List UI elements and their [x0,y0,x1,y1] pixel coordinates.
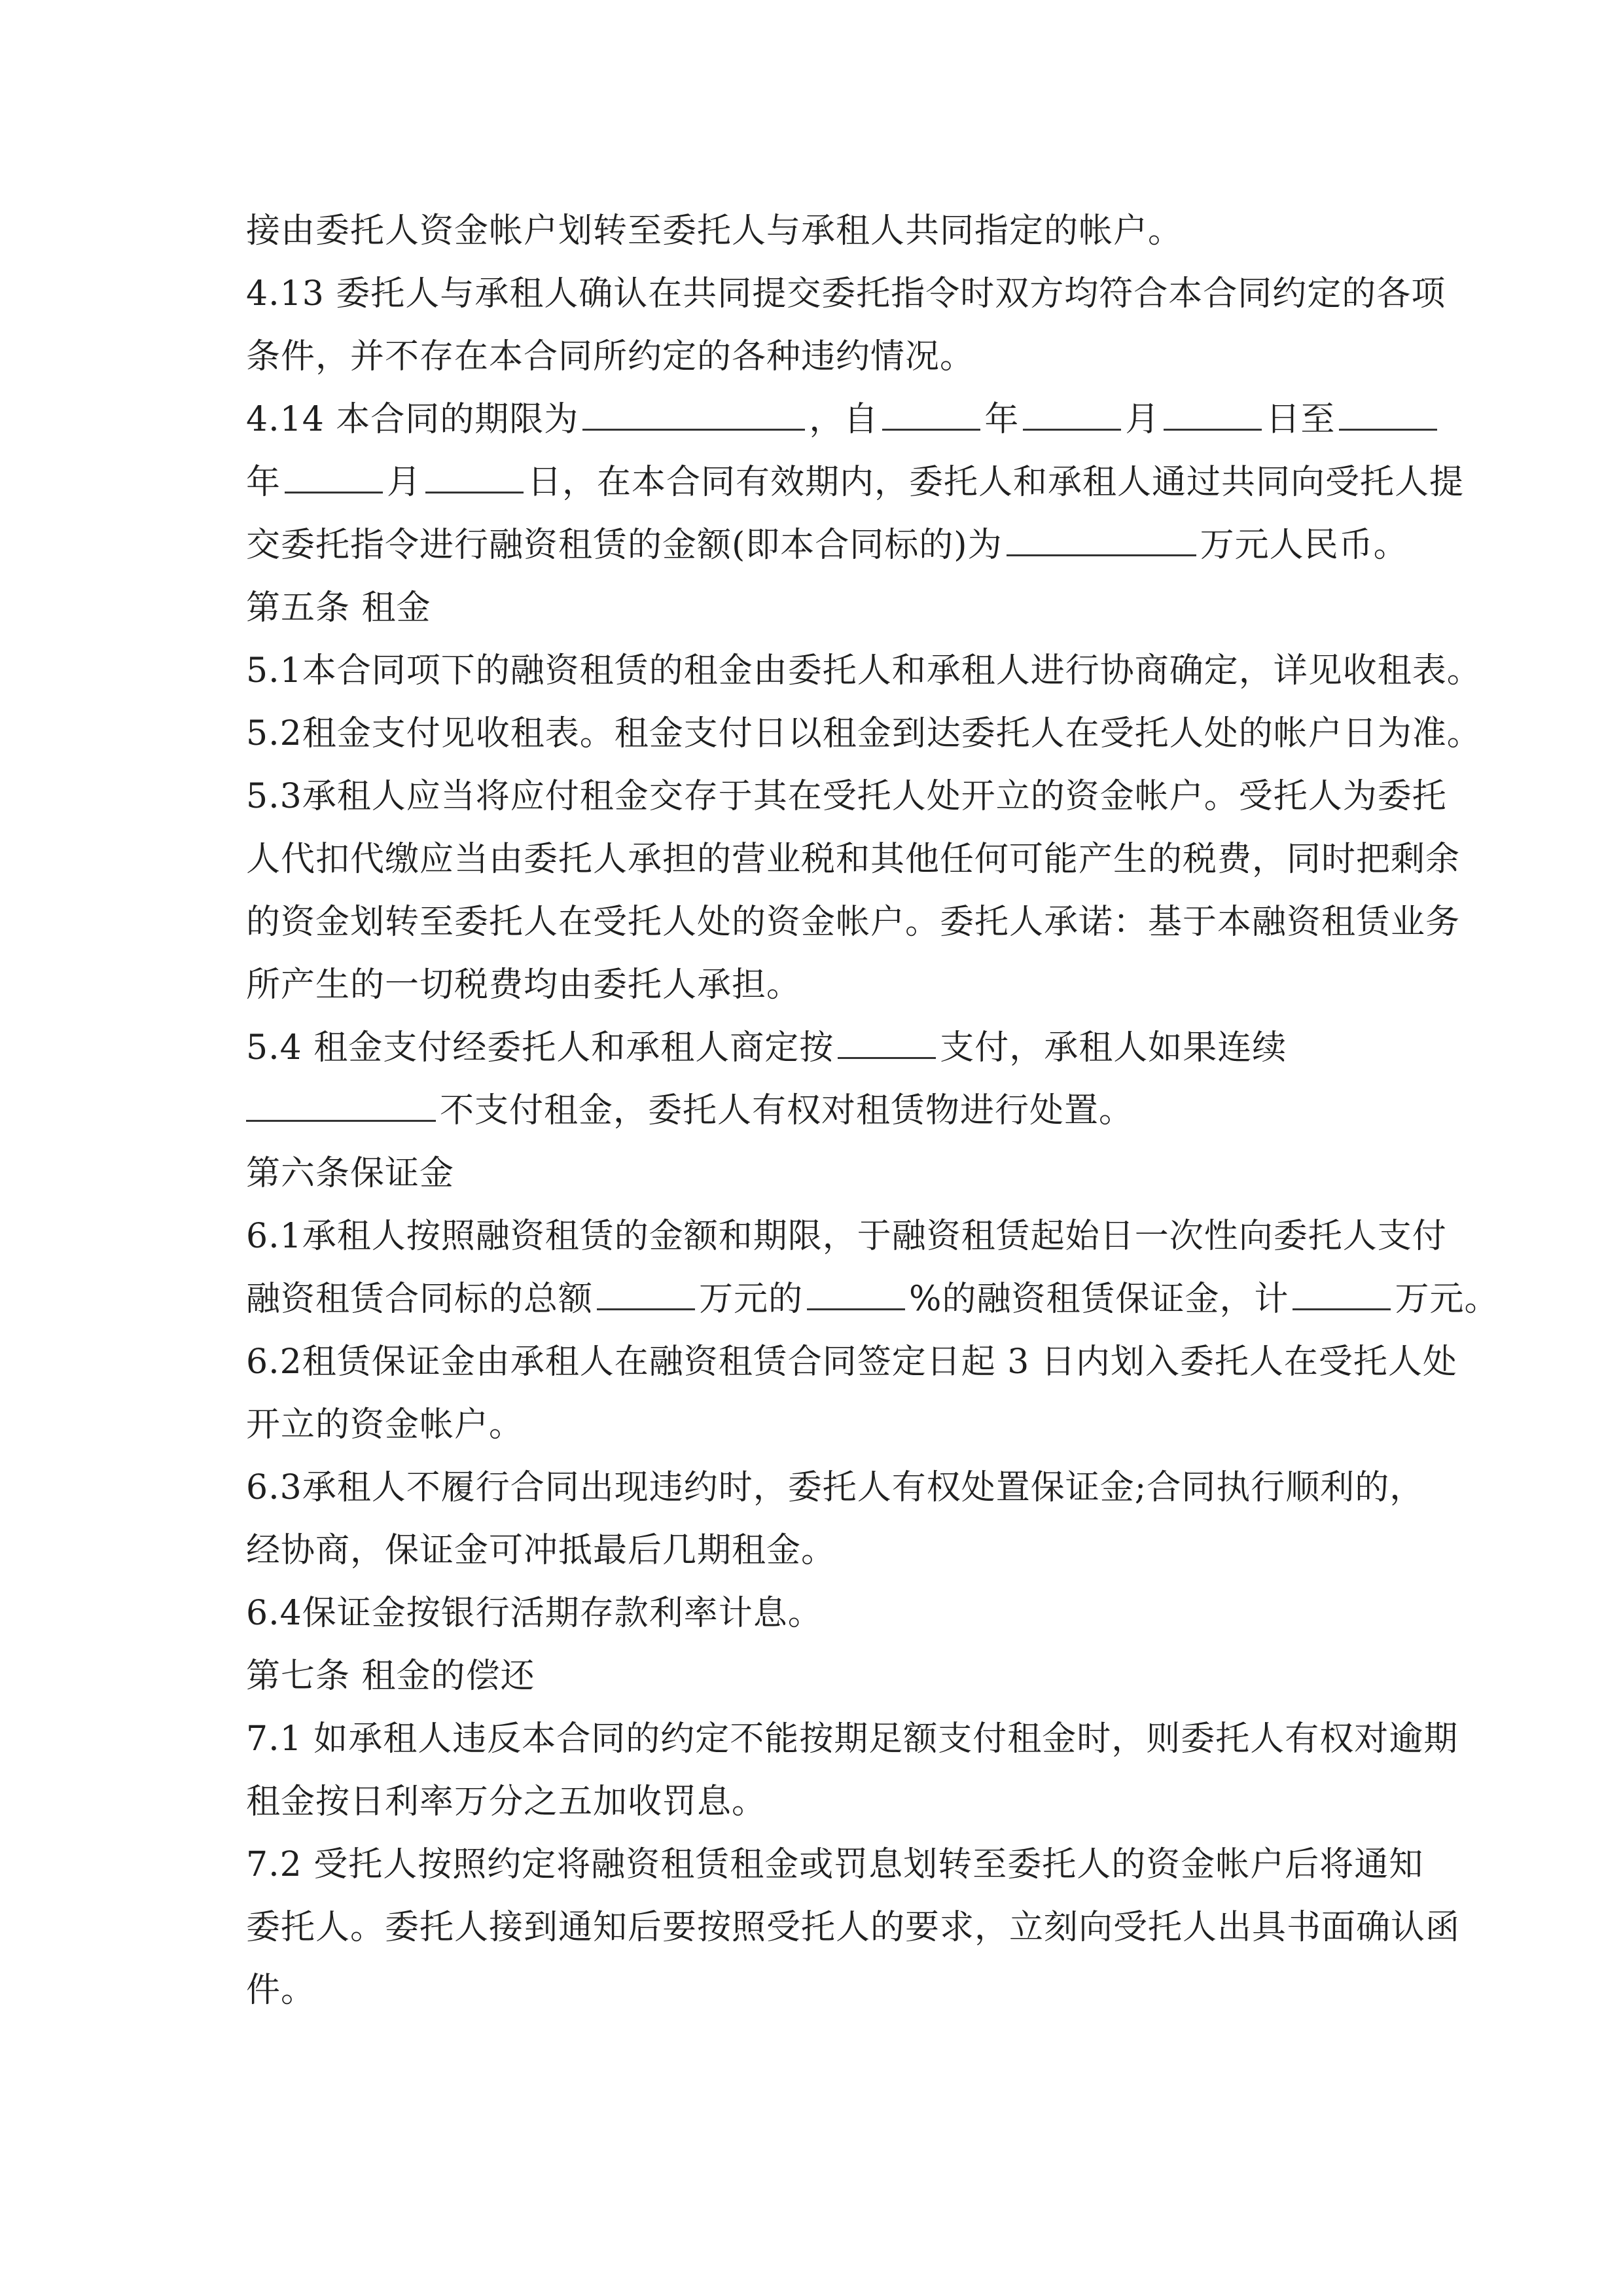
fill-blank [597,1276,695,1310]
fill-blank [1164,396,1262,431]
fill-blank [807,1276,905,1310]
text-run: 月 [1125,400,1160,439]
text-line: 7.1 如承租人违反本合同的约定不能按期足额支付租金时，则委托人有权对逾期 [246,1719,1459,1759]
text-line: 6.4保证金按银行活期存款利率计息。 [246,1594,823,1633]
text-line: 6.1承租人按照融资租赁的金额和期限，于融资租赁起始日一次性向委托人支付 [246,1217,1447,1256]
text-run: %的融资租赁保证金，计 [909,1280,1289,1319]
text-line [246,1024,1398,1071]
text-line [246,1087,1398,1134]
fill-blank [246,1087,436,1122]
section-heading: 第五条 租金 [246,588,431,628]
text-run: 5.4 租金支付经委托人和承租人商定按 [246,1028,834,1067]
fill-blank [882,396,980,431]
text-run: 万元人民币。 [1200,526,1408,565]
text-run: 融资租赁合同标的总额 [246,1280,594,1319]
text-line: 5.2租金支付见收租表。租金支付日以租金到达委托人在受托人处的帐户日为准。 [246,714,1482,753]
fill-blank [1293,1276,1391,1310]
text-line: 6.2租赁保证金由承租人在融资租赁合同签定日起 3 日内划入委托人在受托人处 [246,1342,1457,1382]
text-line: 件。 [246,1971,316,2010]
text-line: 所产生的一切税费均由委托人承担。 [246,965,802,1005]
text-line: 5.1本合同项下的融资租赁的租金由委托人和承租人进行协商确定，详见收租表。 [246,651,1482,691]
fill-blank [838,1024,936,1059]
text-line: 人代扣代缴应当由委托人承担的营业税和其他任何可能产生的税费，同时把剩余 [246,840,1461,879]
section-heading: 第六条保证金 [246,1154,455,1193]
fill-blank [582,396,805,431]
text-run: 年 [984,400,1020,439]
section-heading: 第七条 租金的偿还 [246,1657,535,1696]
text-line: 6.3承租人不履行合同出现违约时，委托人有权处置保证金;合同执行顺利的， [246,1468,1425,1507]
text-line: 5.3承租人应当将应付租金交存于其在受托人处开立的资金帐户。受托人为委托 [246,777,1447,816]
text-line [246,1276,1499,1323]
text-line: 条件，并不存在本合同所约定的各种违约情况。 [246,337,975,376]
text-line [246,396,1398,443]
text-run: 年 [246,463,281,502]
text-run: 日至 [1266,400,1336,439]
text-run: 支付，承租人如果连续 [940,1028,1287,1067]
text-run: 不支付租金，委托人有权对租赁物进行处置。 [440,1091,1134,1130]
text-run: 交委托指令进行融资租赁的金额(即本合同标的)为 [246,526,1003,565]
fill-blank [1007,522,1196,556]
text-line: 接由委托人资金帐户划转至委托人与承租人共同指定的帐户。 [246,211,1183,251]
fill-blank [1023,396,1121,431]
text-line: 租金按日利率万分之五加收罚息。 [246,1782,767,1821]
text-line: 7.2 受托人按照约定将融资租赁租金或罚息划转至委托人的资金帐户后将通知 [246,1845,1424,1884]
fill-blank [1339,396,1437,431]
text-line: 的资金划转至委托人在受托人处的资金帐户。委托人承诺：基于本融资租赁业务 [246,903,1461,942]
text-line [246,459,1465,506]
text-run: 月 [387,463,422,502]
text-line: 经协商，保证金可冲抵最后几期租金。 [246,1531,836,1570]
fill-blank [425,459,524,493]
fill-blank [285,459,383,493]
text-run: 日，在本合同有效期内，委托人和承租人通过共同向受托人提 [527,463,1465,502]
text-run: 万元。 [1395,1280,1499,1319]
text-line: 开立的资金帐户。 [246,1405,524,1444]
text-line [246,522,1408,569]
text-run: 万元的 [699,1280,804,1319]
text-line: 委托人。委托人接到通知后要按照受托人的要求，立刻向受托人出具书面确认函 [246,1908,1461,1947]
text-run: 4.14 本合同的期限为 [246,400,579,439]
text-run: ，自 [809,400,879,439]
text-line: 4.13 委托人与承租人确认在共同提交委托指令时双方均符合本合同约定的各项 [246,274,1446,314]
